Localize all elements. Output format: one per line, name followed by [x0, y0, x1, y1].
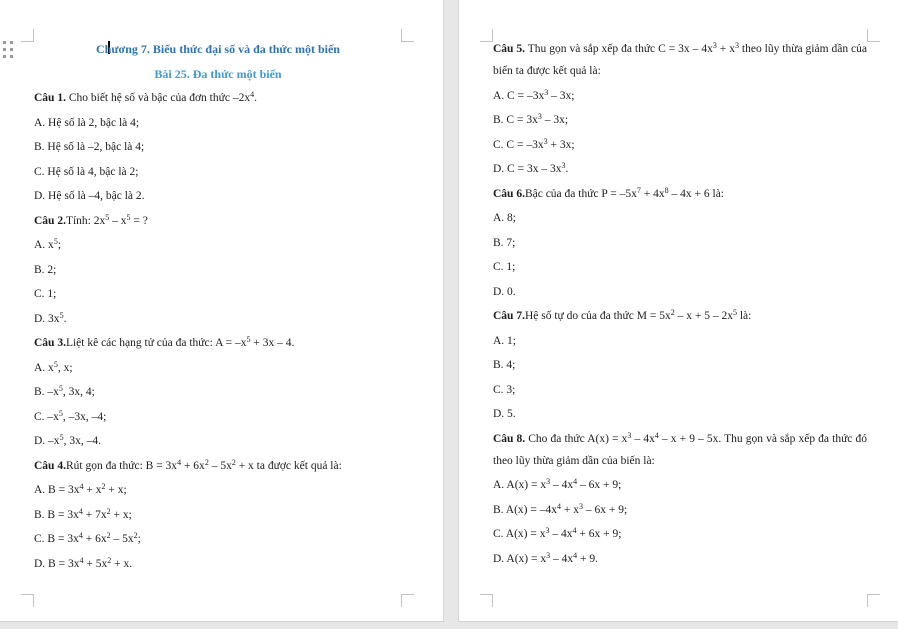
- question-2-option-d[interactable]: D. $3x^5$.: [34, 310, 67, 325]
- question-5-option-b[interactable]: B. $C = 3x^3 - 3x$;: [493, 112, 569, 126]
- question-3-option-a[interactable]: A. $x^5$, x;: [34, 359, 73, 374]
- question-4-option-a[interactable]: A. $B = 3x^4 + x^2 + x$;: [34, 482, 127, 496]
- question-8-prompt[interactable]: [493, 428, 867, 472]
- question-5-text: Thu gọn và sắp xếp đa thức $C = 3x - 4x^3 + x^3$ theo lũy thừa giảm dần của biến ta được kết quả là:: [493, 41, 867, 77]
- question-4-prompt[interactable]: [34, 455, 402, 477]
- paragraph-drag-handle-icon[interactable]: [3, 41, 13, 58]
- document-page-2[interactable]: [458, 0, 898, 622]
- question-4-option-d[interactable]: D. $B = 3x^4 + 5x^2 + x$.: [34, 555, 133, 570]
- question-7-option-b[interactable]: B. 4;: [493, 359, 516, 371]
- question-3-text: Liệt kê các hạng tử của đa thức: $A = -x^5 + 3x - 4$.: [65, 335, 295, 349]
- question-3-prompt[interactable]: [34, 332, 402, 354]
- question-3-option-c[interactable]: C. $-x^5$, –3x, –4;: [34, 408, 107, 423]
- question-8-option-d[interactable]: D. $A(x) = x^3 - 4x^4 + 9$.: [493, 550, 598, 565]
- question-8-option-c[interactable]: C. $A(x) = x^3 - 4x^4 + 6x + 9$;: [493, 526, 622, 540]
- question-8: [493, 428, 867, 570]
- question-4-option-b[interactable]: B. $B = 3x^4 + 7x^2 + x$;: [34, 506, 132, 521]
- question-5-option-a[interactable]: A. $C = -3x^3 - 3x$;: [493, 87, 575, 102]
- question-2-prompt[interactable]: [34, 210, 402, 232]
- question-6-prompt[interactable]: [493, 183, 867, 205]
- question-8-option-b[interactable]: B. $A(x) = -4x^4 + x^3 - 6x + 9$;: [493, 501, 628, 516]
- question-1-text: Cho biết hệ số và bậc của đơn thức $-2x^4$.: [65, 90, 257, 104]
- question-2-option-a[interactable]: A. $x^5$;: [34, 237, 62, 251]
- question-5-label: Câu 5.: [493, 43, 526, 55]
- question-1-option-b[interactable]: B. Hệ số là –2, bậc là 4;: [34, 141, 145, 153]
- question-8-label: Câu 8.: [493, 432, 526, 445]
- page-1-content: [34, 0, 402, 577]
- question-3: [34, 332, 402, 452]
- question-7-option-d[interactable]: D. 5.: [493, 408, 516, 420]
- question-7-text: Hệ số tự do của đa thức $M = 5x^2 - x + 5 - 2x^5$ là:: [524, 308, 752, 322]
- question-2-option-b[interactable]: B. 2;: [34, 263, 57, 276]
- question-2: [34, 210, 402, 330]
- crop-mark-top-right-icon: [401, 29, 414, 42]
- question-4: [34, 455, 402, 575]
- question-7-option-a[interactable]: A. 1;: [493, 334, 516, 347]
- question-1-option-c[interactable]: C. Hệ số là 4, bậc là 2;: [34, 165, 139, 178]
- question-4-label: Câu 4.: [34, 459, 66, 472]
- question-5: [493, 38, 867, 180]
- document-page-1[interactable]: [0, 0, 444, 622]
- question-1-label: Câu 1.: [34, 92, 66, 104]
- question-2-option-c[interactable]: C. 1;: [34, 288, 57, 300]
- question-4-option-c[interactable]: C. $B = 3x^4 + 6x^2 - 5x^2$;: [34, 531, 141, 545]
- crop-mark-top-right-icon: [867, 29, 880, 42]
- crop-mark-bottom-right-icon: [401, 594, 414, 607]
- question-2-label: Câu 2.: [34, 214, 66, 227]
- question-6-option-b[interactable]: B. 7;: [493, 236, 516, 249]
- crop-mark-bottom-left-icon: [21, 594, 34, 607]
- question-5-option-d[interactable]: D. $C = 3x - 3x^3$.: [493, 161, 569, 175]
- question-1-option-a[interactable]: A. Hệ số là 2, bậc là 4;: [34, 116, 140, 129]
- crop-mark-bottom-left-icon: [480, 594, 493, 607]
- question-5-option-c[interactable]: C. $C = -3x^3 + 3x$;: [493, 136, 575, 151]
- question-3-option-d[interactable]: D. $-x^5$, 3x, –4.: [34, 433, 101, 447]
- question-4-text: Rút gọn đa thức: $B = 3x^4 + 6x^2 - 5x^2 + x$ ta được kết quả là:: [65, 457, 342, 472]
- question-3-option-b[interactable]: B. $-x^5$, 3x, 4;: [34, 384, 95, 398]
- question-1: [34, 87, 402, 207]
- crop-mark-top-left-icon: [21, 29, 34, 42]
- question-8-text: Cho đa thức $A(x) = x^3 - 4x^4 - x + 9 - 5x$. Thu gọn và sắp xếp đa thức đó theo lũy thừa giảm dần của biến là:: [493, 430, 868, 467]
- page-2-content: [493, 0, 867, 572]
- question-6-option-d[interactable]: D. 0.: [493, 285, 516, 298]
- crop-mark-top-left-icon: [480, 29, 493, 42]
- question-5-prompt[interactable]: [493, 38, 867, 82]
- question-7-prompt[interactable]: [493, 305, 867, 327]
- question-1-prompt[interactable]: [34, 87, 402, 109]
- question-6-option-a[interactable]: A. 8;: [493, 212, 516, 224]
- question-6-option-c[interactable]: C. 1;: [493, 261, 516, 273]
- question-7-option-c[interactable]: C. 3;: [493, 383, 516, 396]
- question-7: [493, 305, 867, 425]
- question-6-text: Bậc của đa thức $P = -5x^7 + 4x^8 - 4x + 6$ là:: [524, 185, 724, 200]
- question-7-label: Câu 7.: [493, 310, 525, 322]
- question-6: [493, 183, 867, 303]
- question-6-label: Câu 6.: [493, 187, 525, 200]
- lesson-heading[interactable]: Bài 25. Đa thức một biến: [154, 66, 282, 81]
- question-1-option-d[interactable]: D. Hệ số là –4, bậc là 2.: [34, 190, 145, 202]
- question-8-option-a[interactable]: A. $A(x) = x^3 - 4x^4 - 6x + 9$;: [493, 477, 622, 491]
- crop-mark-bottom-right-icon: [867, 594, 880, 607]
- question-2-text: Tính: $2x^5 - x^5$ = ?: [65, 212, 148, 227]
- question-3-label: Câu 3.: [34, 337, 66, 349]
- chapter-heading[interactable]: Chương 7. Biểu thức đại số và đa thức một biến: [96, 42, 340, 56]
